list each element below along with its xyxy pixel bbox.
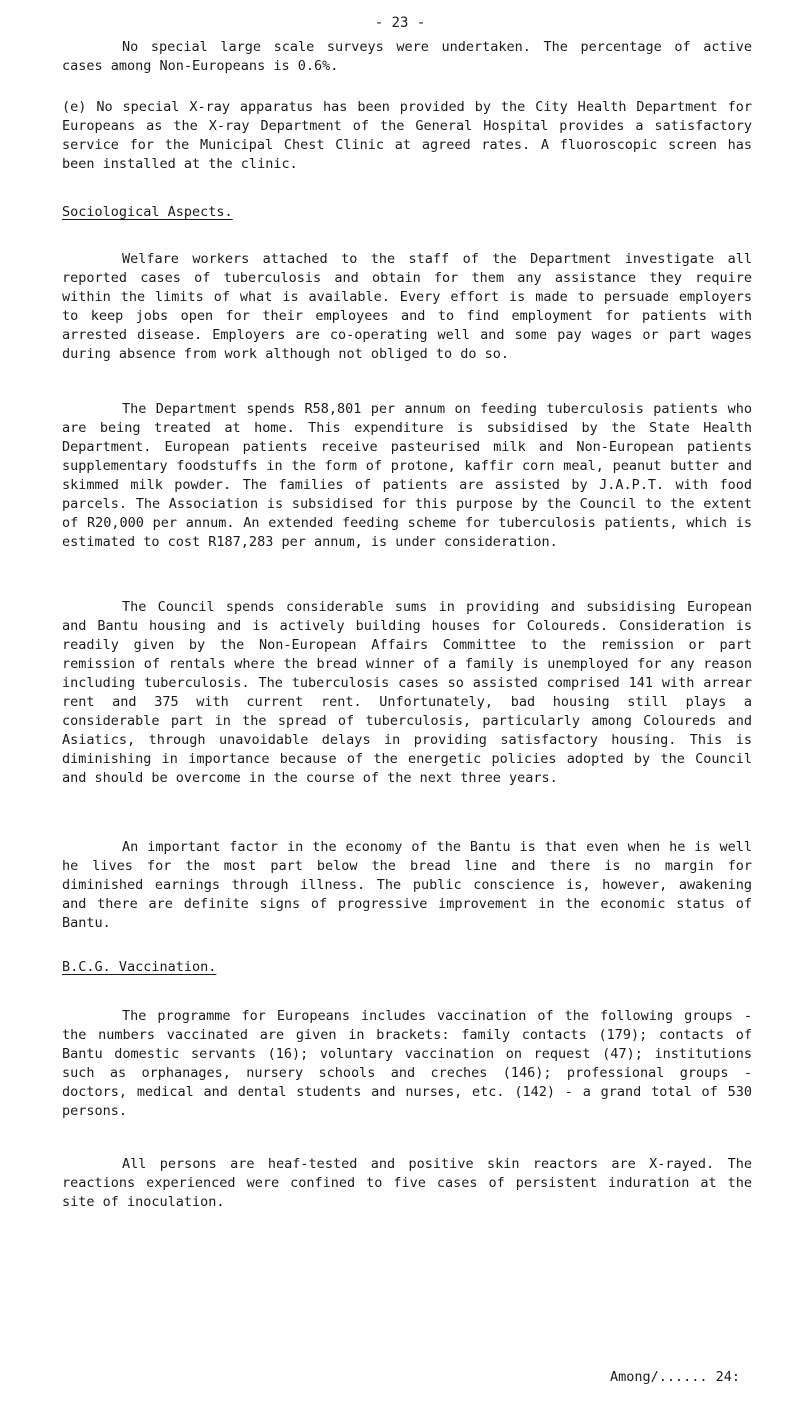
- paragraph-bantu-economy: An important factor in the economy of the Bantu is that even when he is well he lives for the most part below the bread line and there is no margin for diminished earnings through illness. The public conscience is, however, awakening and there are definite signs of progressive improvement in the economic status of Bantu.: [62, 839, 752, 931]
- heading-sociological-aspects: Sociological Aspects.: [62, 204, 233, 220]
- paragraph-housing: The Council spends considerable sums in providing and subsidising European and Bantu housing and is actively building houses for Coloureds. Consideration is readily given by the Non-European Affairs Committee to the remission or part remission of rentals where the bread winner of a family is unemployed for any reason including tuberculosis. The tuberculosis cases so assisted comprised 141 with arrear rent and 375 with current rent. Unfortunately, bad housing still plays a considerable part in the spread of tuberculosis, particularly among Coloureds and Asiatics, through unavoidable delays in providing satisfactory housing. This is diminishing in importance because of the energetic policies adopted by the Council and should be overcome in the course of the next three years.: [62, 599, 752, 786]
- page-number: - 23 -: [374, 15, 426, 31]
- paragraph-xray: (e) No special X-ray apparatus has been provided by the City Health Department for Europeans as the X-ray Department of the General Hospital provides a satisfactory service for the Municipal Chest Clinic at agreed rates. A fluoroscopic screen has been installed at the clinic.: [62, 99, 752, 172]
- paragraph-vaccination-programme: The programme for Europeans includes vaccination of the following groups - the numbers vaccinated are given in brackets: family contacts (179); contacts of Bantu domestic servants (16); voluntary vaccination on request (47); institutions such as orphanages, nursery schools and creches (146); professional groups - doctors, medical and dental students and nurses, etc. (142) - a grand total of 530 persons.: [62, 1008, 752, 1119]
- page-footer-catchword: Among/...... 24:: [609, 1369, 740, 1385]
- paragraph-heaf-test: All persons are heaf-tested and positive skin reactors are X-rayed. The reactions experienced were confined to five cases of persistent induration at the site of inoculation.: [62, 1156, 752, 1210]
- heading-bcg-vaccination: B.C.G. Vaccination.: [62, 959, 217, 975]
- paragraph-surveys: No special large scale surveys were undertaken. The percentage of active cases among Non-Europeans is 0.6%.: [62, 39, 752, 74]
- paragraph-feeding: The Department spends R58,801 per annum on feeding tuberculosis patients who are being treated at home. This expenditure is subsidised by the State Health Department. European patients receive pasteurised milk and Non-European patients supplementary foodstuffs in the form of protone, kaffir corn meal, peanut butter and skimmed milk powder. The families of patients are assisted by J.A.P.T. with food parcels. The Association is subsidised for this purpose by the Council to the extent of R20,000 per annum. An extended feeding scheme for tuberculosis patients, which is estimated to cost R187,283 per annum, is under consideration.: [62, 401, 752, 550]
- paragraph-welfare: Welfare workers attached to the staff of the Department investigate all reported cases of tuberculosis and obtain for them any assistance they require within the limits of what is available. Every effort is made to persuade employers to keep jobs open for their employees and to find employment for patients with arrested disease. Employers are co-operating well and some pay wages or part wages during absence from work although not obliged to do so.: [62, 251, 752, 362]
